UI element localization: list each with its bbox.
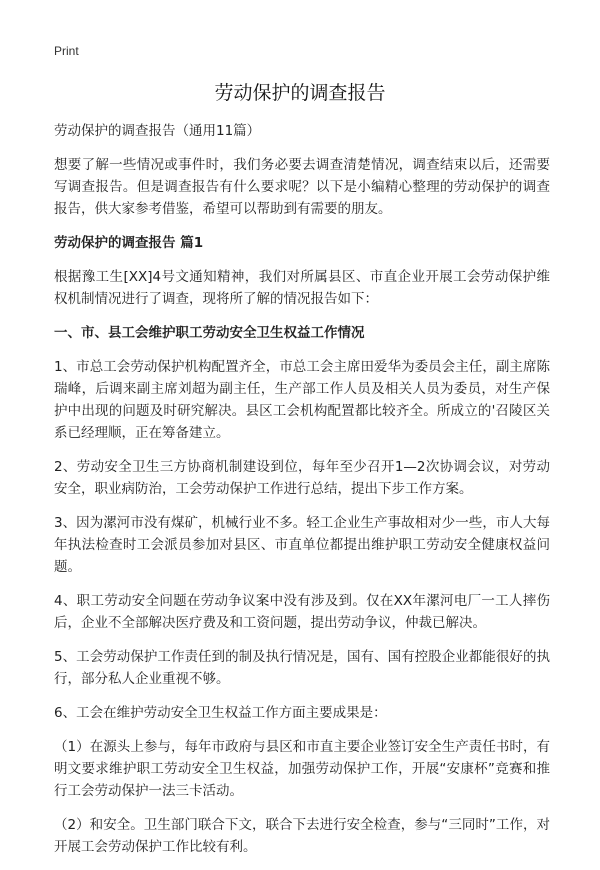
part-heading: 一、市、县工会维护职工劳动安全卫生权益工作情况 (54, 325, 365, 341)
list-item: 1、市总工会劳动保护机构配置齐全，市总工会主席田爱华为委员会主任，副主席陈瑞峰，后调来副主席刘超为副主任，生产部工作人员及相关人员为委员，对生产保护中出现的问题及时研究解决。县区工会机构配置都比较齐全。所成立的'召陵区关系已经理顺，正在筹备建立。 (54, 359, 550, 441)
list-item: （2）和安全。卫生部门联合下文，联合下去进行安全检查，参与“三同时”工作，对开展工会劳动保护工作比较有利。 (54, 817, 550, 855)
list-item: （1）在源头上参与，每年市政府与县区和市直主要企业签订安全生产责任书时，有明文要求维护职工劳动安全卫生权益，加强劳动保护工作，开展“安康杯”竞赛和推行工会劳动保护一法三卡活动。 (54, 739, 550, 799)
list-item: 5、工会劳动保护工作责任到的制及执行情况是，国有、国有控股企业都能很好的执行，部分私人企业重视不够。 (54, 649, 550, 687)
list-item: 6、工会在维护劳动安全卫生权益工作方面主要成果是： (54, 705, 387, 721)
document-body (54, 120, 550, 870)
print-label: Print (54, 44, 79, 58)
section-intro-paragraph: 根据豫工生[XX]4号文通知精神，我们对所属县区、市直企业开展工会劳动保护维权机制情况进行了调查，现将所了解的情况报告如下： (54, 269, 550, 307)
list-item: 2、劳动安全卫生三方协商机制建设到位，每年至少召开1—2次协调会议，对劳动安全，职业病防治，工会劳动保护工作进行总结，提出下步工作方案。 (54, 459, 550, 497)
document-title: 劳动保护的调查报告 (214, 82, 386, 104)
list-item: 4、职工劳动安全问题在劳动争议案中没有涉及到。仅在XX年漯河电厂一工人摔伤后，企业不全部解决医疗费及和工资问题，提出劳动争议，仲裁已解决。 (54, 593, 550, 631)
list-item: 3、因为漯河市没有煤矿，机械行业不多。轻工企业生产事故相对少一些，市人大每年执法检查时工会派员参加对县区、市直单位都提出维护职工劳动安全健康权益问题。 (54, 515, 550, 575)
section-heading: 劳动保护的调查报告 篇1 (54, 235, 204, 251)
document-subtitle: 劳动保护的调查报告（通用11篇） (54, 123, 261, 139)
intro-paragraph: 想要了解一些情况或事件时，我们务必要去调查清楚情况，调查结束以后，还需要写调查报告。但是调查报告有什么要求呢？以下是小编精心整理的劳动保护的调查报告，供大家参考借鉴，希望可以帮助到有需要的朋友。 (54, 157, 550, 217)
